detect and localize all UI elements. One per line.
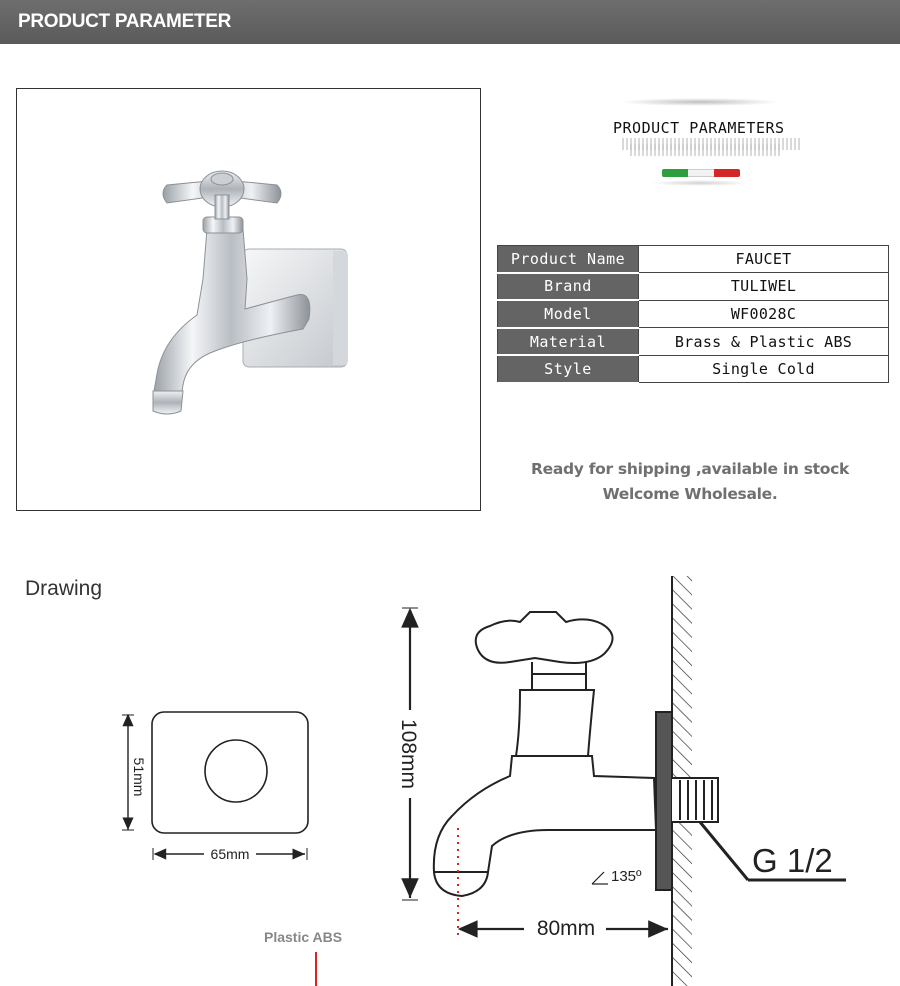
- heading-shadow: [620, 98, 780, 106]
- product-photo: [16, 88, 481, 511]
- param-value: Brass & Plastic ABS: [639, 328, 889, 356]
- thread-label: G 1/2: [752, 842, 833, 879]
- material-note: Plastic ABS: [264, 929, 343, 945]
- param-label: Style: [498, 355, 639, 383]
- param-label: Product Name: [498, 246, 639, 273]
- table-row: [498, 355, 889, 383]
- plate-front-view: [122, 712, 308, 860]
- param-label: Brand: [498, 273, 639, 301]
- param-value: WF0028C: [639, 300, 889, 328]
- fineprint-decoration: [630, 144, 780, 156]
- param-value: Single Cold: [639, 355, 889, 383]
- flag-red: [714, 169, 740, 177]
- flag-green: [662, 169, 688, 177]
- italian-flag-stripe: [662, 169, 740, 177]
- stock-notice-line2: Welcome Wholesale.: [602, 485, 778, 503]
- technical-drawing: [0, 540, 900, 986]
- dim-plate-height: 51mm: [131, 757, 147, 797]
- dim-plate-width: 65mm: [210, 846, 250, 862]
- param-label: Model: [498, 300, 639, 328]
- stock-notice: [520, 457, 860, 507]
- flag-white: [688, 169, 714, 177]
- parameters-header: [600, 98, 810, 193]
- table-row: [498, 246, 889, 273]
- parameters-table: [497, 245, 889, 384]
- flag-shadow: [650, 180, 750, 186]
- dim-total-height: 108mm: [397, 718, 420, 790]
- table-row: [498, 328, 889, 356]
- parameters-title: PRODUCT PARAMETERS: [613, 119, 785, 137]
- param-value: FAUCET: [639, 246, 889, 273]
- angle-label: 135º: [611, 868, 642, 885]
- table-row: [498, 273, 889, 301]
- drawing-title: Drawing: [25, 577, 103, 600]
- angle-marker: [592, 872, 608, 884]
- section-title: PRODUCT PARAMETER: [18, 11, 232, 32]
- dim-reach: 80mm: [536, 917, 596, 940]
- section-header: [0, 0, 900, 44]
- param-label: Material: [498, 328, 639, 356]
- table-row: [498, 300, 889, 328]
- faucet-image: [17, 89, 480, 510]
- stock-notice-line1: Ready for shipping ,available in stock: [531, 460, 849, 478]
- param-value: TULIWEL: [639, 273, 889, 301]
